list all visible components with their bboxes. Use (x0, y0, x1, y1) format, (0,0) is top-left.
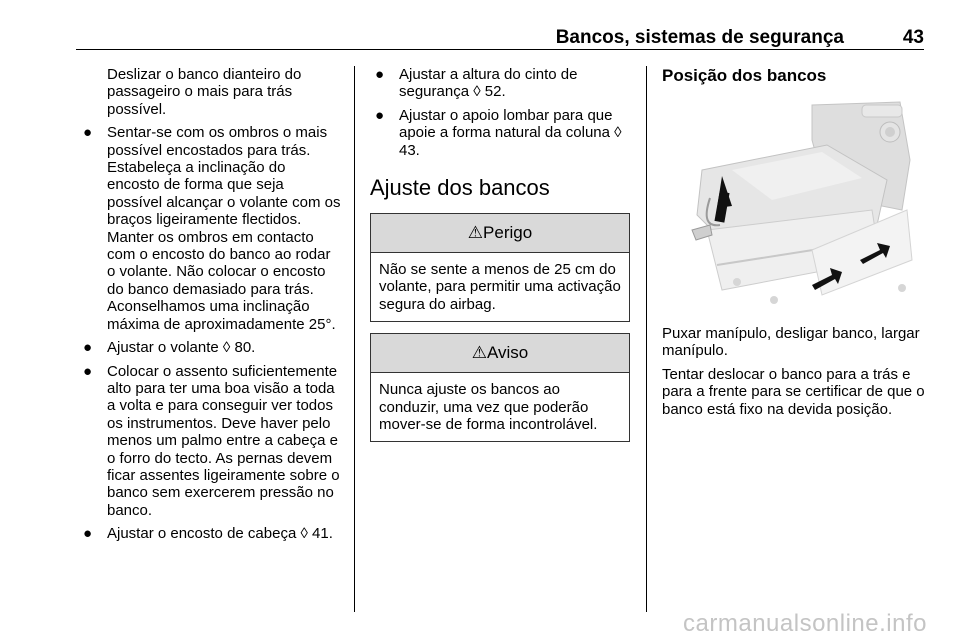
header-title: Bancos, sistemas de segurança (555, 27, 844, 48)
bullet-text-link[interactable]: Ajustar o encosto de cabeça ◊ 41. (107, 525, 333, 543)
column-divider-1 (354, 66, 355, 612)
page-number: 43 (902, 27, 924, 48)
warning-text: Nunca ajuste os bancos ao conduzir, uma vez que poderão mover-se de forma incontrolável. (379, 381, 598, 434)
intro-paragraph: Deslizar o banco dianteiro do passageiro o mais para trás possível. (107, 66, 302, 118)
column-3 (662, 66, 928, 424)
column-divider-2 (646, 66, 647, 612)
list-item (78, 363, 342, 520)
bullet-text: Sentar-se com os ombros o mais possível encostados para trás. Estabeleça a inclinação do encosto de forma que seja possível alcançar o volante com os braços ligeiramente flectidos. Manter os ombros em contacto com o encosto do banco ao rodar o volante. Não colocar o encosto do banco demasiado para trás. Aconselhamos uma inclinação máxima de aproximadamente 25°. (107, 124, 341, 333)
warning-triangle-icon: ⚠ (471, 343, 487, 363)
list-item (78, 525, 342, 542)
danger-box-header (371, 214, 629, 253)
subsection-heading: Posição dos bancos (662, 66, 827, 85)
warning-box (370, 333, 630, 442)
danger-title: Perigo (483, 223, 533, 243)
list-item (370, 107, 632, 159)
bullet-icon: ● (83, 362, 93, 380)
list-item (370, 66, 632, 101)
bullet-icon: ● (83, 525, 93, 543)
instruction-paragraph-2: Tentar deslocar o banco para a trás e para a frente para se certificar de que o banco está fixo na devida posição. (662, 365, 925, 418)
warning-triangle-icon: ⚠ (467, 223, 484, 243)
bullet-icon: ● (375, 106, 385, 124)
watermark: carmanualsonline.info (683, 610, 927, 637)
bullet-icon: ● (83, 339, 93, 357)
instruction-paragraph-1: Puxar manípulo, desligar banco, largar manípulo. (662, 325, 920, 360)
column-1 (78, 66, 342, 549)
column-2 (370, 66, 632, 453)
page-header (76, 27, 924, 50)
section-heading: Ajuste dos bancos (370, 175, 550, 201)
warning-box-header (371, 334, 629, 373)
bullet-text-link[interactable]: Ajustar o apoio lombar para que apoie a forma natural da coluna ◊ 43. (399, 106, 622, 159)
danger-text: Não se sente a menos de 25 cm do volante, para permitir uma activação segura do airbag. (379, 261, 621, 313)
seat-illustration-svg (662, 100, 928, 312)
bullet-icon: ● (375, 66, 385, 83)
bullet-text-link[interactable]: Ajustar o volante ◊ 80. (107, 339, 256, 357)
seat-adjustment-illustration (662, 100, 928, 312)
bullet-icon: ● (83, 124, 93, 142)
bullet-text: Colocar o assento suficientemente alto para ter uma boa visão a toda a volta e para conseguir ver todos os instrumentos. Deve haver pelo menos um palmo entre a cabeça e o forro do tecto. As pernas devem ficar assentes ligeiramente sobre o banco sem exercerem pressão no banco. (107, 362, 340, 519)
warning-title: Aviso (486, 343, 529, 363)
list-item (78, 339, 342, 356)
danger-box (370, 213, 630, 322)
bullet-text-link[interactable]: Ajustar a altura do cinto de segurança ◊ 52. (399, 66, 578, 101)
list-item (78, 124, 342, 333)
